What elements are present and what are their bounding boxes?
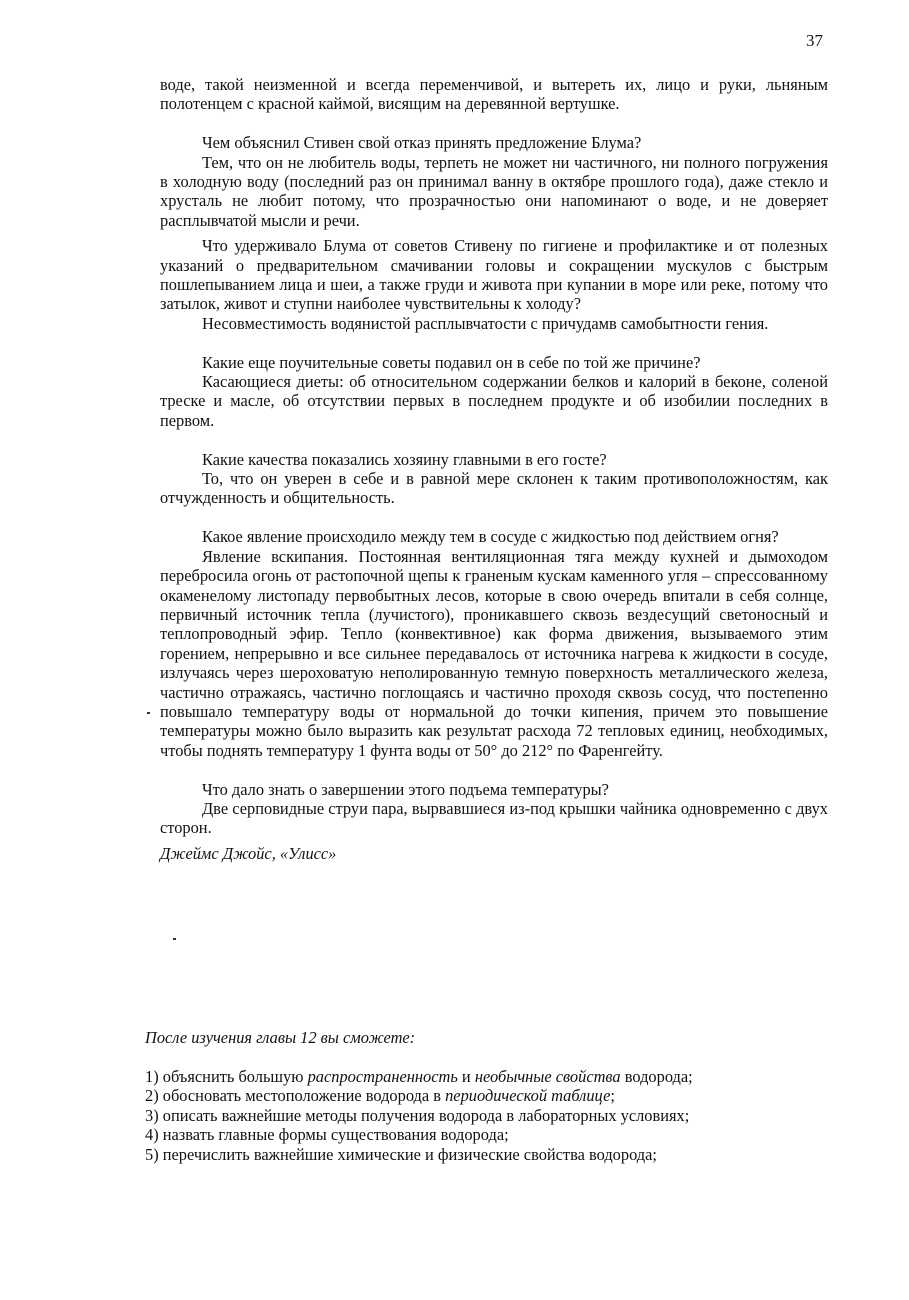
answer: Явление вскипания. Постоянная вентиляционная тяга между кухней и дымоходом перебросила огонь от растопочной щепы к граненым кускам каменного угля – спрессованному окаменелому листопаду первобытных лесов, которые в свою очередь впитали в себя солнце, первичный источник тепла (лучистого), проникавшего сквозь вездесущий светоносный и теплопроводный эфир. Тепло (конвективное) как форма движения, вызываемого этим горением, непрерывно и все сильнее передавалось от источника нагрева к жидкости в сосуде, излучаясь через шероховатую неполированную темную поверхность металлического железа, частично отражаясь, частично поглощаясь и частично проходя сквозь сосуд, что постепенно повышало температуру воды от нормальной до точки кипения, причем это повышение температуры можно было выразить как результат расхода 72 тепловых единиц, необходимых, чтобы поднять температуру 1 фунта воды от 50° до 212° по Фаренгейту. xyxy=(160,546,828,760)
list-item xyxy=(145,1106,835,1126)
item-number: 4) xyxy=(145,1125,159,1144)
question: Какое явление происходило между тем в сосуде с жидкостью под действием огня? xyxy=(202,527,779,547)
answer: Две серповидные струи пара, вырвавшиеся из-под крышки чайника одновременно с двух сторон. xyxy=(160,798,828,838)
scan-speck xyxy=(147,712,150,714)
item-text: перечислить важнейшие химические и физические свойства водорода; xyxy=(162,1144,657,1164)
item-text: и xyxy=(461,1066,471,1086)
item-text: назвать главные формы существования водорода; xyxy=(162,1125,509,1144)
answer: То, что он уверен в себе и в равной мере склонен к таким противоположностям, как отчужденность и общительность. xyxy=(160,469,828,508)
answer: Касающиеся диеты: об относительном содержании белков и калорий в беконе, соленой треске и масле, об отсутствии первых в последнем продукте и об изобилии последних в первом. xyxy=(160,372,828,430)
list-item xyxy=(145,1086,835,1106)
item-number: 5) xyxy=(145,1144,159,1164)
paragraph: воде, такой неизменной и всегда переменчивой, и вытереть их, лицо и руки, льняным полотенцем с красной каймой, висящим на деревянной вертушке. xyxy=(160,75,828,114)
item-text: водорода; xyxy=(624,1066,693,1086)
item-emphasis: распространенность xyxy=(307,1066,458,1086)
item-text: описать важнейшие методы получения водорода в лабораторных условиях; xyxy=(162,1105,690,1125)
question: Чем объяснил Стивен свой отказ принять предложение Блума? xyxy=(202,133,642,153)
attribution: Джеймс Джойс, «Улисс» xyxy=(160,843,337,863)
item-emphasis: периодической таблице xyxy=(445,1086,611,1105)
objectives-list xyxy=(145,1067,835,1165)
answer: Тем, что он не любитель воды, терпеть не может ни частичного, ни полного погружения в холодную воду (последний раз он принимал ванну в октябре прошлого года), даже стекло и хрусталь не любит потому, что прозрачностью они напоминают о воде, и не доверяет расплывчатой мысли и речи. xyxy=(160,152,828,230)
answer: Несовместимость водянистой расплывчатости с причудамв самобытности гения. xyxy=(202,313,769,333)
list-item xyxy=(145,1067,835,1087)
item-number: 2) xyxy=(145,1086,159,1105)
page-number: 37 xyxy=(806,31,823,50)
list-item xyxy=(145,1125,835,1145)
chapter-objectives xyxy=(145,1028,835,1164)
question: Какие еще поучительные советы подавил он в себе по той же причине? xyxy=(202,352,701,372)
item-text: обосновать местоположение водорода в xyxy=(162,1086,441,1105)
question: Что дало знать о завершении этого подъема температуры? xyxy=(202,779,609,799)
objectives-title: После изучения главы 12 вы сможете: xyxy=(145,1028,416,1047)
list-item xyxy=(145,1145,835,1165)
question: Какие качества показались хозяину главными в его госте? xyxy=(202,449,607,469)
epigraph-text xyxy=(160,75,828,863)
item-number: 1) xyxy=(145,1066,159,1086)
item-number: 3) xyxy=(145,1105,159,1125)
item-text: ; xyxy=(610,1086,615,1105)
scan-speck xyxy=(173,938,176,940)
question: Что удерживало Блума от советов Стивену по гигиене и профилактике и от полезных указаний о предварительном смачивании головы и сокращении мускулов с быстрым пошлепыванием лица и шеи, а также груди и живота при купании в море или реке, потому что затылок, живот и ступни наиболее чувствительны к холоду? xyxy=(160,236,828,314)
item-emphasis: необычные свойства xyxy=(474,1066,621,1086)
item-text: объяснить большую xyxy=(162,1066,304,1086)
